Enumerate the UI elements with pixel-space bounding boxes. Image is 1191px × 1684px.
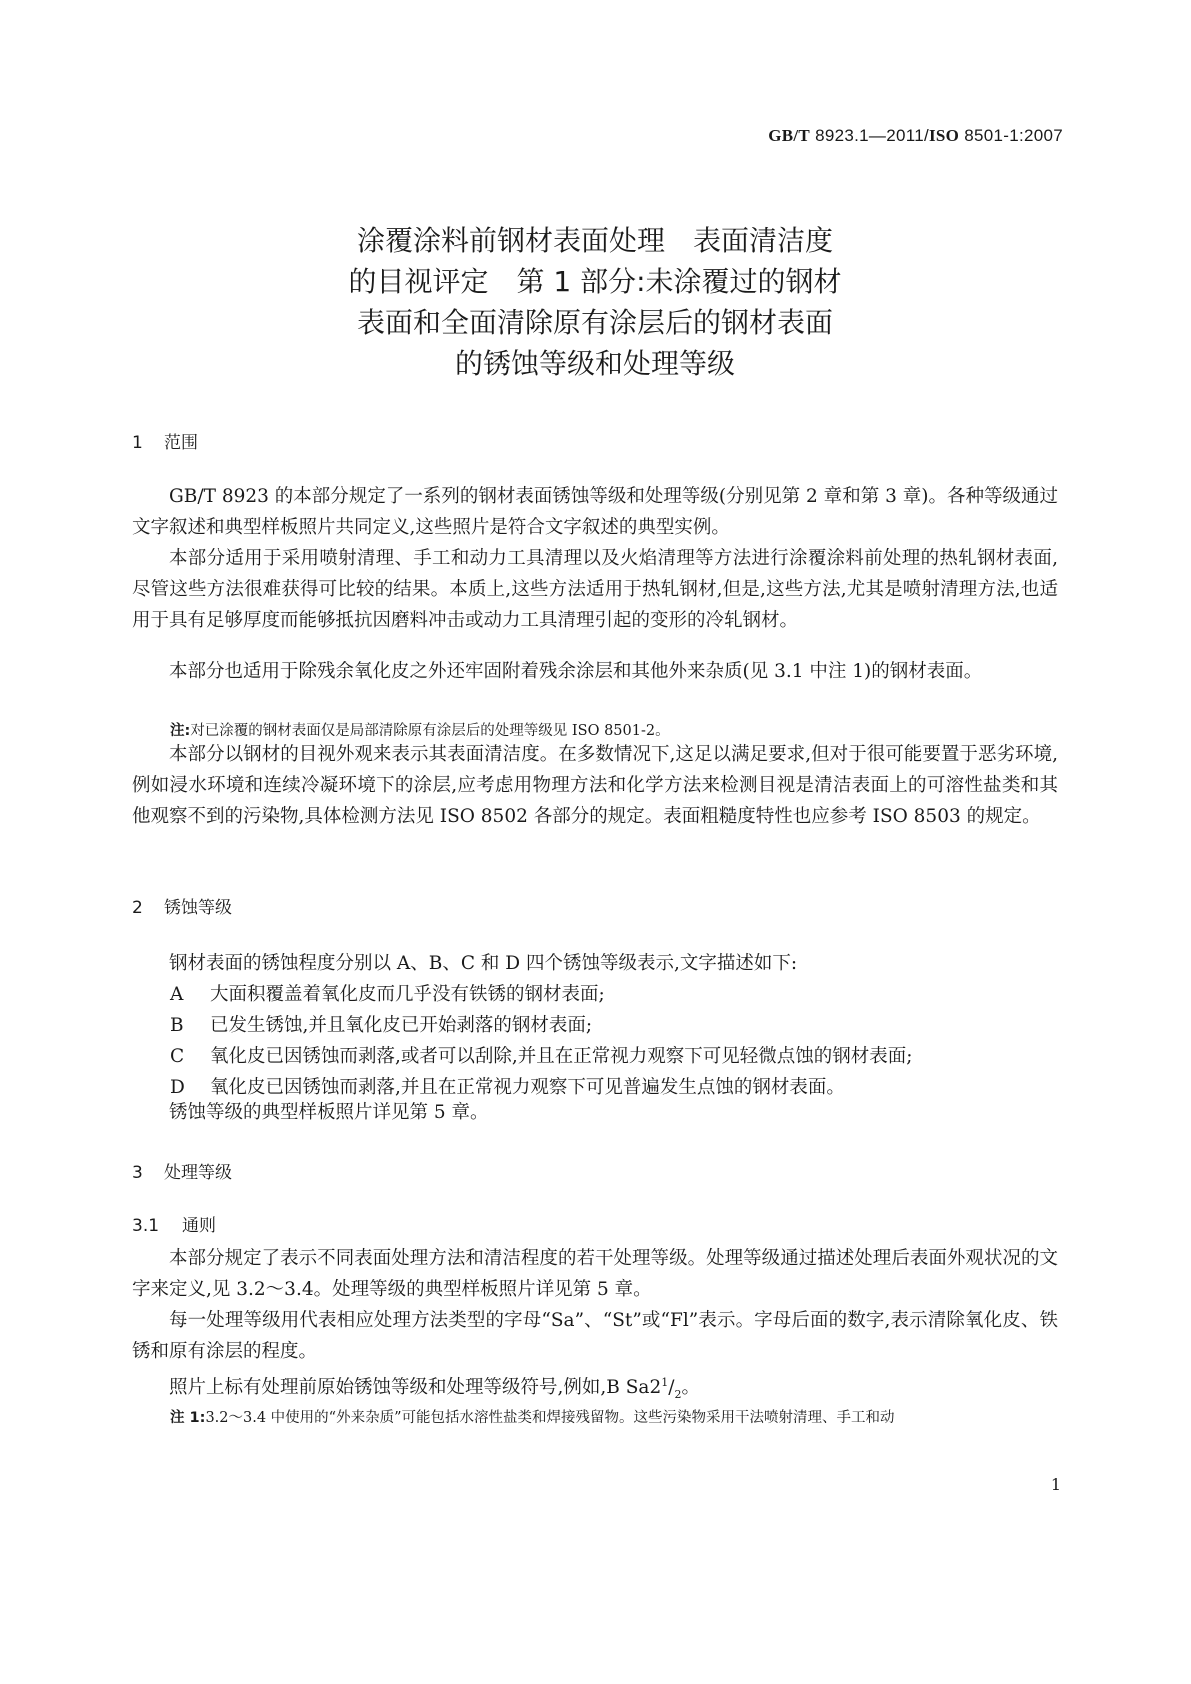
- note-general-1: [170, 1406, 895, 1427]
- grade-letter: D: [170, 1077, 185, 1098]
- title-line-3: 表面和全面清除原有涂层后的钢材表面: [356, 306, 833, 339]
- code-prefix: GB/T: [768, 126, 811, 145]
- paragraph-scope-1: GB/T 8923 的本部分规定了一系列的钢材表面锈蚀等级和处理等级(分别见第 2 章和第 3 章)。各种等级通过文字叙述和典型样板照片共同定义,这些照片是符合文字叙述的典型实例。: [132, 486, 1058, 538]
- code-number: 8923.1—2011/: [810, 126, 929, 145]
- note-label: 注:: [170, 723, 191, 739]
- note-label: 注 1:: [170, 1410, 206, 1426]
- section-1-heading: [132, 428, 198, 453]
- subsection-3-1-heading: [132, 1211, 216, 1236]
- code-iso-number: 8501-1:2007: [959, 126, 1063, 145]
- grade-text: 氧化皮已因锈蚀而剥落,并且在正常视力观察下可见普遍发生点蚀的钢材表面。: [210, 1077, 845, 1098]
- paragraph-scope-2: 本部分适用于采用喷射清理、手工和动力工具清理以及火焰清理等方法进行涂覆涂料前处理的热轧钢材表面,尽管这些方法很难获得可比较的结果。本质上,这些方法适用于热轧钢材,但是,这些方法,尤其是喷射清理方法,也适用于具有足够厚度而能够抵抗因磨料冲击或动力工具清理引起的变形的冷轧钢材。: [132, 548, 1058, 631]
- rust-grade-item: [170, 980, 605, 1006]
- section-title: 处理等级: [164, 1163, 232, 1183]
- grade-text: 大面积覆盖着氧化皮而几乎没有铁锈的钢材表面;: [210, 984, 605, 1005]
- standard-code: [768, 126, 1063, 146]
- grade-letter: B: [170, 1015, 184, 1036]
- grade-example-end: 。: [681, 1377, 700, 1399]
- note-text: 对已涂覆的钢材表面仅是局部清除原有涂层后的处理等级见 ISO 8501-2。: [190, 723, 670, 739]
- section-title: 锈蚀等级: [164, 898, 232, 918]
- rust-grade-item: [170, 1042, 913, 1068]
- section-number: 2: [132, 898, 143, 918]
- paragraph-rust-intro: 钢材表面的锈蚀程度分别以 A、B、C 和 D 四个锈蚀等级表示,文字描述如下:: [169, 953, 798, 974]
- fraction-numerator: 1: [661, 1376, 669, 1389]
- paragraph-general-2: 每一处理等级用代表相应处理方法类型的字母“Sa”、“St”或“Fl”表示。字母后面的数字,表示清除氧化皮、铁锈和原有涂层的程度。: [132, 1310, 1058, 1362]
- code-iso: ISO: [928, 126, 960, 145]
- grade-text: 已发生锈蚀,并且氧化皮已开始剥落的钢材表面;: [210, 1015, 593, 1036]
- section-number: 3: [132, 1163, 143, 1183]
- rust-grade-item: [170, 1073, 845, 1099]
- note-scope: [170, 719, 670, 740]
- section-title: 范围: [164, 433, 198, 453]
- paragraph-scope-4: 本部分以钢材的目视外观来表示其表面清洁度。在多数情况下,这足以满足要求,但对于很可能要置于恶劣环境,例如浸水环境和连续冷凝环境下的涂层,应考虑用物理方法和化学方法来检测目视是清洁表面上的可溶性盐类和其他观察不到的污染物,具体检测方法见 ISO 8502 各部分的规定。表面粗糙度特性也应参考 ISO 8503 的规定。: [132, 744, 1058, 827]
- fraction-slash: /: [668, 1377, 675, 1399]
- paragraph-general-3: [132, 1367, 1058, 1410]
- fraction-denominator: 2: [674, 1387, 682, 1401]
- title-line-2: 的目视评定 第 1 部分:未涂覆过的钢材: [348, 265, 842, 298]
- grade-example-text: 照片上标有处理前原始锈蚀等级和处理等级符号,例如,B Sa2: [169, 1377, 662, 1399]
- grade-text: 氧化皮已因锈蚀而剥落,或者可以刮除,并且在正常视力观察下可见轻微点蚀的钢材表面;: [210, 1046, 913, 1067]
- subsection-title: 通则: [182, 1216, 216, 1236]
- paragraph-general-1: 本部分规定了表示不同表面处理方法和清洁程度的若干处理等级。处理等级通过描述处理后表面外观状况的文字来定义,见 3.2～3.4。处理等级的典型样板照片详见第 5 章。: [132, 1248, 1058, 1300]
- title-line-1: 涂覆涂料前钢材表面处理 表面清洁度: [356, 224, 833, 257]
- paragraph-scope-3: 本部分也适用于除残余氧化皮之外还牢固附着残余涂层和其他外来杂质(见 3.1 中注 1)的钢材表面。: [169, 661, 983, 682]
- rust-grade-item: [170, 1011, 592, 1037]
- section-2-heading: [132, 893, 232, 918]
- grade-letter: C: [170, 1046, 185, 1067]
- section-number: 1: [132, 433, 143, 453]
- paragraph-rust-outro: 锈蚀等级的典型样板照片详见第 5 章。: [169, 1102, 489, 1123]
- page-number: 1: [1050, 1475, 1061, 1494]
- document-title: [150, 220, 1040, 384]
- title-line-4: 的锈蚀等级和处理等级: [454, 347, 735, 380]
- subsection-number: 3.1: [132, 1216, 160, 1236]
- grade-letter: A: [170, 984, 184, 1005]
- section-3-heading: [132, 1158, 232, 1183]
- note-text: 3.2～3.4 中使用的“外来杂质”可能包括水溶性盐类和焊接残留物。这些污染物采用干法喷射清理、手工和动: [205, 1410, 895, 1426]
